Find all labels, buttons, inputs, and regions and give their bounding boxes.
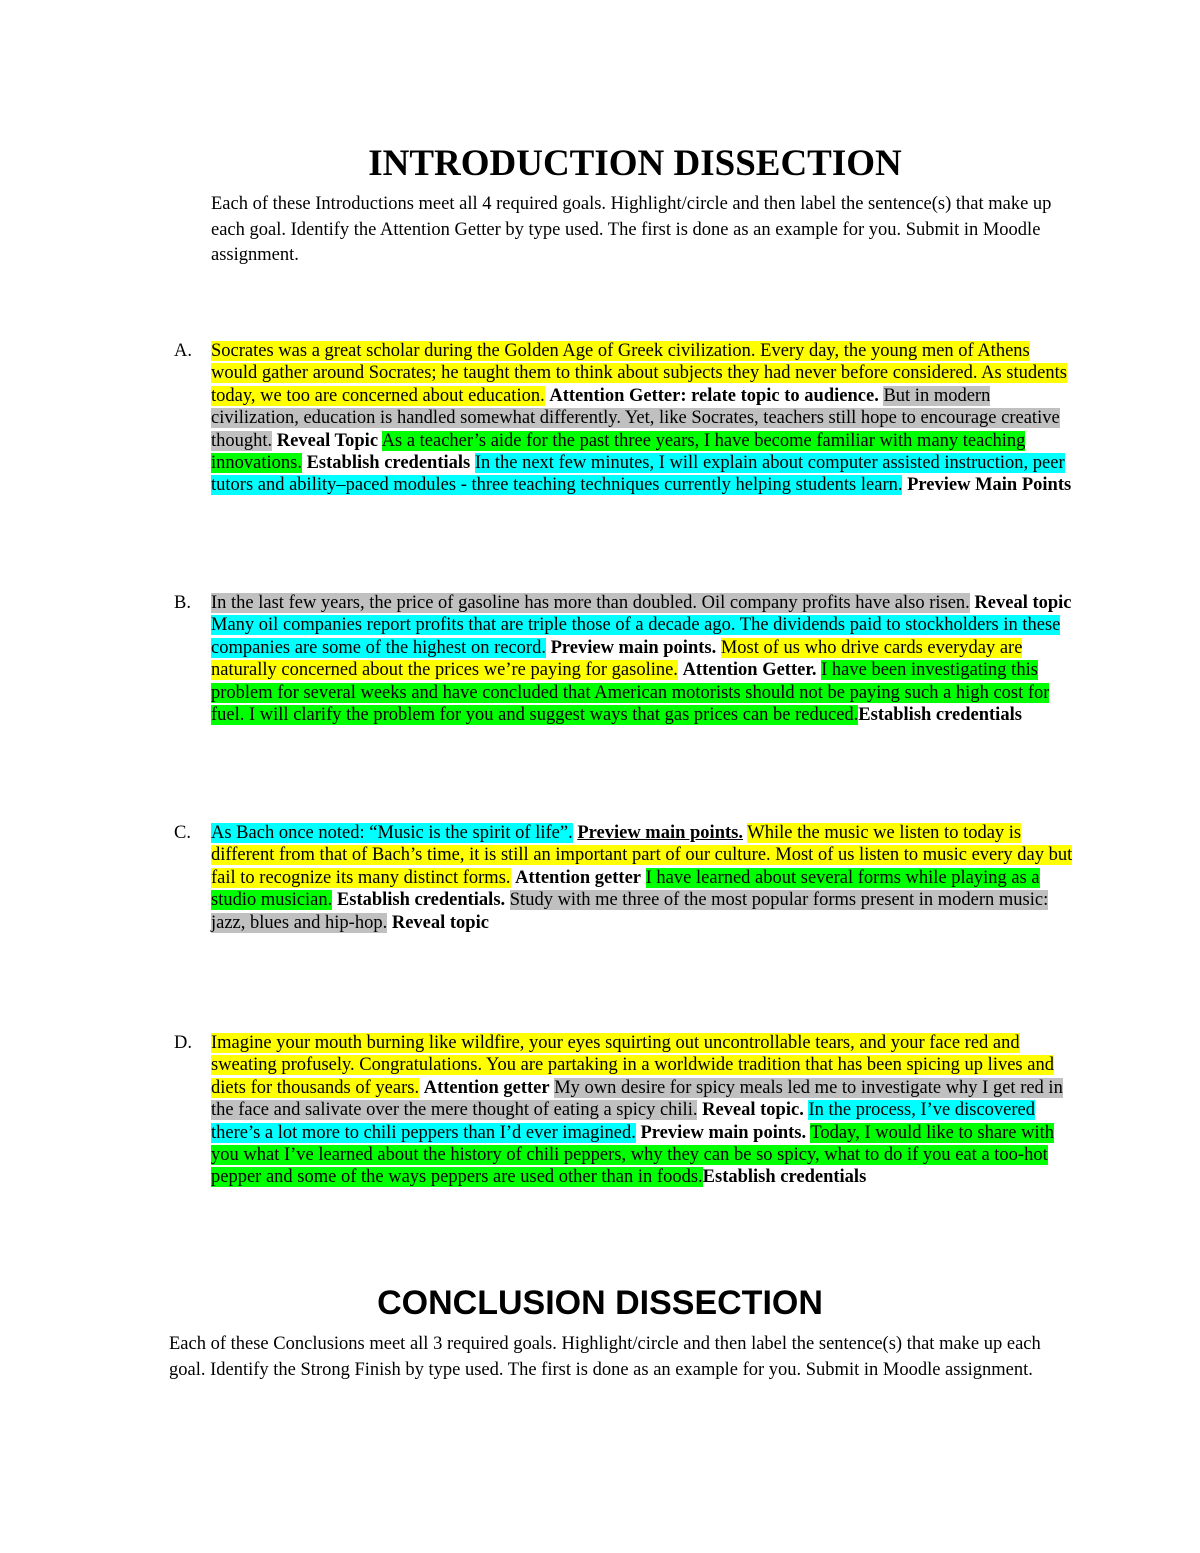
attention-getter-label: Attention getter [423,1077,550,1098]
intro-example-a [174,340,1074,497]
preview-label: Preview main points. [640,1122,807,1143]
credentials-label: Establish credentials [306,453,471,474]
credentials-text: I have been investigating this problem for several weeks and have concluded that American motorists should not be paying such a high cost for fuel. I will clarify the problem for you and suggest ways that gas prices can be reduced. [211,660,1050,726]
attention-getter-text: Socrates was a great scholar during the Golden Age of Greek civilization. Every day, the young men of Athens would gather around Socrates; he taught them to think about subjects they had never before considered. As students today, we too are concerned about education. [211,341,1067,406]
preview-text: As Bach once noted: “Music is the spirit of life”. [211,823,573,843]
preview-text: In the next few minutes, I will explain about computer assisted instruction, peer tutors and ability–paced modules - three teaching techniques currently helping students learn. [211,453,1065,496]
attention-getter-text: Most of us who drive cards everyday are naturally concerned about the prices we’re paying for gasoline. [211,637,1023,681]
item-body [211,592,1074,726]
credentials-label: Establish credentials. [336,890,506,911]
item-letter: A. [174,341,192,361]
reveal-topic-label: Reveal topic [974,593,1072,613]
attention-getter-text: Imagine your mouth burning like wildfire, your eyes squirting out uncontrollable tears, and your face red and sweating profusely. Congratulations. You are partaking in a worldwide tradition that has been spicing up lives and diets for thousands of years. [211,1033,1054,1098]
credentials-text: As a teacher’s aide for the past three years, I have become familiar with many teaching innovations. [211,430,1026,474]
item-body [211,1032,1074,1189]
conclusion-instructions: Each of these Conclusions meet all 3 required goals. Highlight/circle and then label the sentence(s) that make up each goal. Identify the Strong Finish by type used. The first is done as an example for you. Submit in Moodle assignment. [169,1334,1041,1380]
reveal-topic-label: Reveal topic. [702,1100,804,1121]
conclusion-title: CONCLUSION DISSECTION [377,1284,823,1322]
intro-example-c [174,822,1074,934]
introduction-instructions: Each of these Introductions meet all 4 required goals. Highlight/circle and then label the sentence(s) that make up each goal. Identify the Attention Getter by type used. The first is done as an example for you. Submit in Moodle assignment. [211,194,1052,265]
reveal-topic-label: Reveal Topic [276,430,379,451]
preview-label: Preview Main Points [907,475,1072,496]
attention-getter-label: Attention Getter. [682,660,817,681]
reveal-topic-label: Reveal topic [391,912,489,933]
attention-getter-label: Attention Getter: relate topic to audience. [549,385,879,406]
item-body [211,340,1074,497]
item-letter: B. [174,593,191,613]
reveal-topic-text: Study with me three of the most popular forms present in modern music: jazz, blues and hip-hop. [211,890,1049,933]
credentials-label: Establish credentials [858,705,1022,726]
preview-label: Preview main points. [577,823,743,843]
preview-text: In the process, I’ve discovered there’s a lot more to chili peppers than I’d ever imagined. [211,1100,1035,1143]
item-letter: C. [174,823,191,843]
attention-getter-text: While the music we listen to today is different from that of Bach’s time, it is still an important part of our culture. Most of us listen to music every day but fail to recognize its many distinct forms. [211,823,1073,888]
reveal-topic-text: In the last few years, the price of gasoline has more than doubled. Oil company profits have also risen. [211,593,970,613]
item-letter: D. [174,1033,192,1053]
attention-getter-label: Attention getter [515,867,642,888]
intro-example-b [174,592,1074,726]
reveal-topic-text: My own desire for spicy meals led me to investigate why I get red in the face and salivate over the mere thought of eating a spicy chili. [211,1077,1063,1121]
preview-text: Many oil companies report profits that are triple those of a decade ago. The dividends paid to stockholders in these companies are some of the highest on record. [211,615,1061,658]
intro-example-d [174,1032,1074,1189]
credentials-text: Today, I would like to share with you what I’ve learned about the history of chili peppers, why they can be so spicy, what to do if you eat a too-hot pepper and some of the ways peppers are used other than in foods. [211,1122,1055,1188]
credentials-label: Establish credentials [702,1167,867,1188]
item-body [211,822,1074,934]
credentials-text: I have learned about several forms while playing as a studio musician. [211,867,1040,911]
introduction-title: INTRODUCTION DISSECTION [368,143,902,184]
preview-label: Preview main points. [550,637,717,658]
reveal-topic-text: But in modern civilization, education is handled somewhat differently. Yet, like Socrates, teachers still hope to encourage creative thought. [211,385,1060,451]
